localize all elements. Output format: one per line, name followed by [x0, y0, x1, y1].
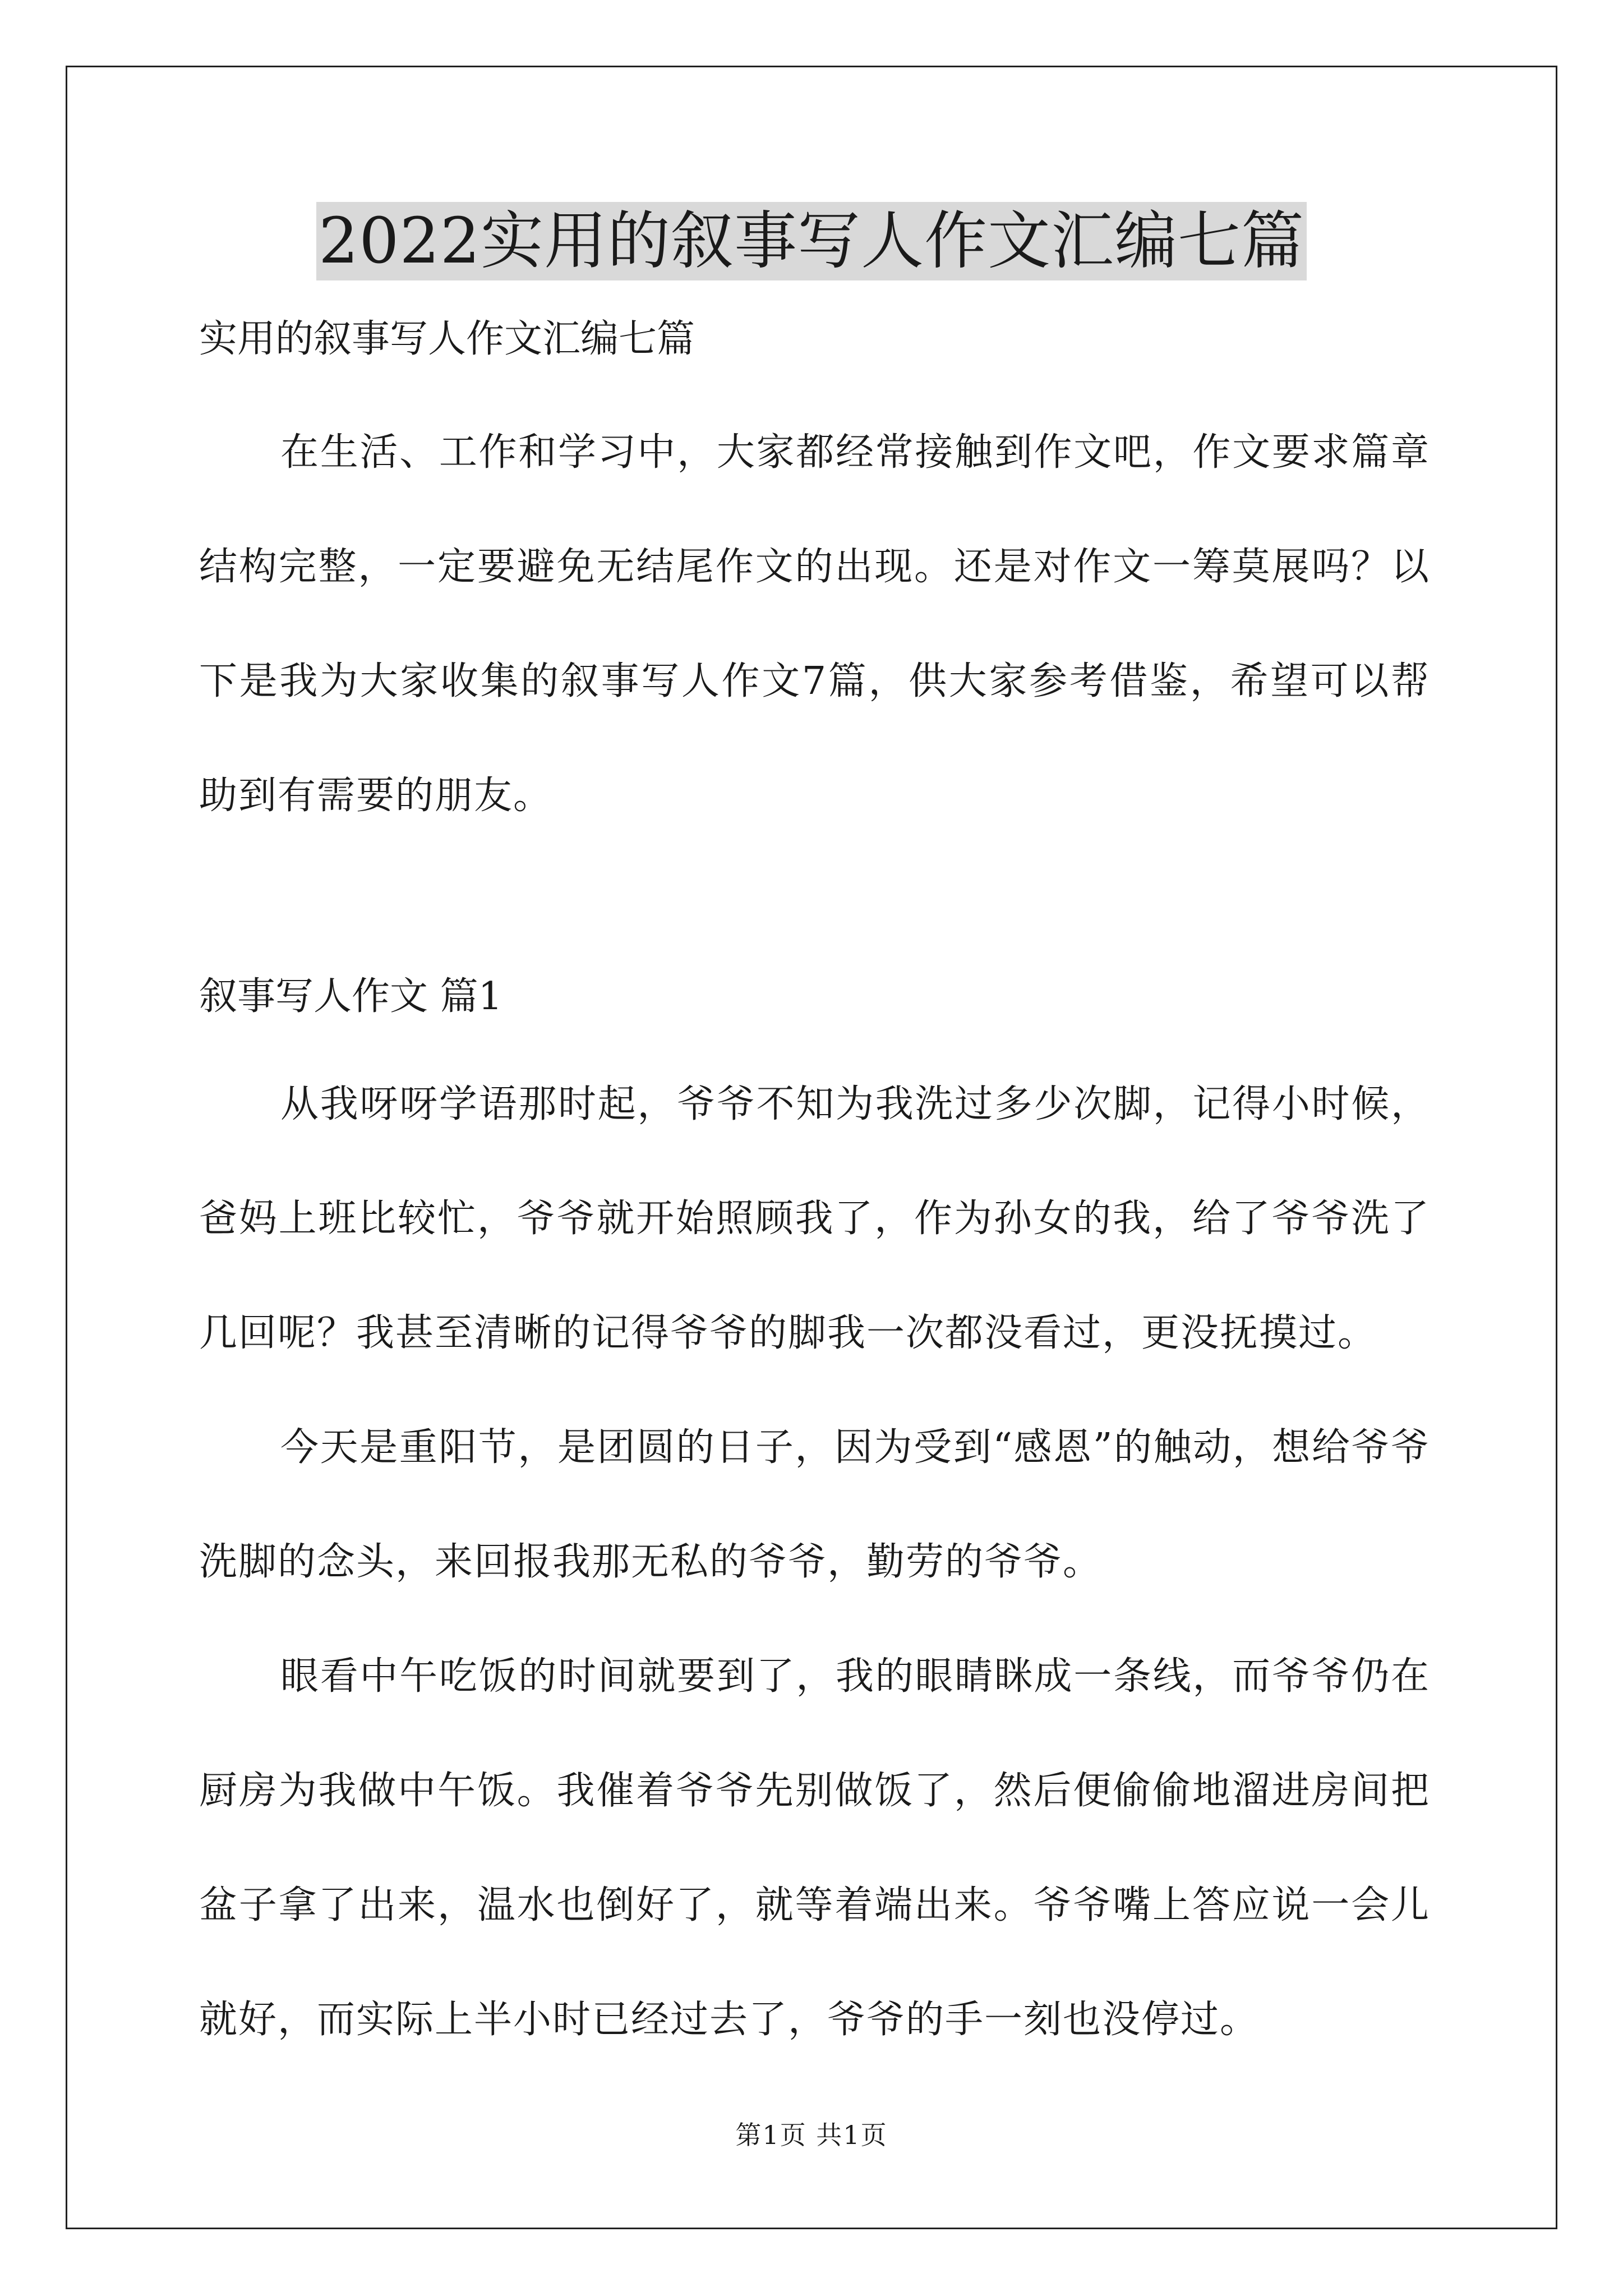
intro-paragraph: 在生活、工作和学习中，大家都经常接触到作文吧，作文要求篇章结构完整，一定要避免无结尾作文的出现。还是对作文一筹莫展吗？以下是我为大家收集的叙事写人作文7篇，供大家参考借鉴，希望可以帮助到有需要的朋友。	[199, 430, 1430, 818]
body-paragraph: 今天是重阳节，是团圆的日子，因为受到“感恩”的触动，想给爷爷洗脚的念头，来回报我那无私的爷爷，勤劳的爷爷。	[199, 1425, 1430, 1584]
title-container	[0, 202, 1623, 280]
document-body	[199, 306, 1430, 2077]
body-paragraph: 眼看中午吃饭的时间就要到了，我的眼睛眯成一条线，而爷爷仍在厨房为我做中午饭。我催着爷爷先别做饭了，然后便偷偷地溜进房间把盆子拿了出来，温水也倒好了，就等着端出来。爷爷嘴上答应说一会儿就好，而实际上半小时已经过去了，爷爷的手一刻也没停过。	[199, 1654, 1430, 2042]
document-title: 2022实用的叙事写人作文汇编七篇	[316, 202, 1307, 280]
section-heading: 叙事写人作文 篇1	[199, 974, 502, 1019]
body-paragraph: 从我呀呀学语那时起，爷爷不知为我洗过多少次脚，记得小时候，爸妈上班比较忙，爷爷就开始照顾我了，作为孙女的我，给了爷爷洗了几回呢？我甚至清晰的记得爷爷的脚我一次都没看过，更没抚摸过。	[199, 1082, 1430, 1355]
document-subtitle: 实用的叙事写人作文汇编七篇	[199, 317, 695, 361]
page-footer: 第1页 共1页	[735, 2120, 888, 2150]
